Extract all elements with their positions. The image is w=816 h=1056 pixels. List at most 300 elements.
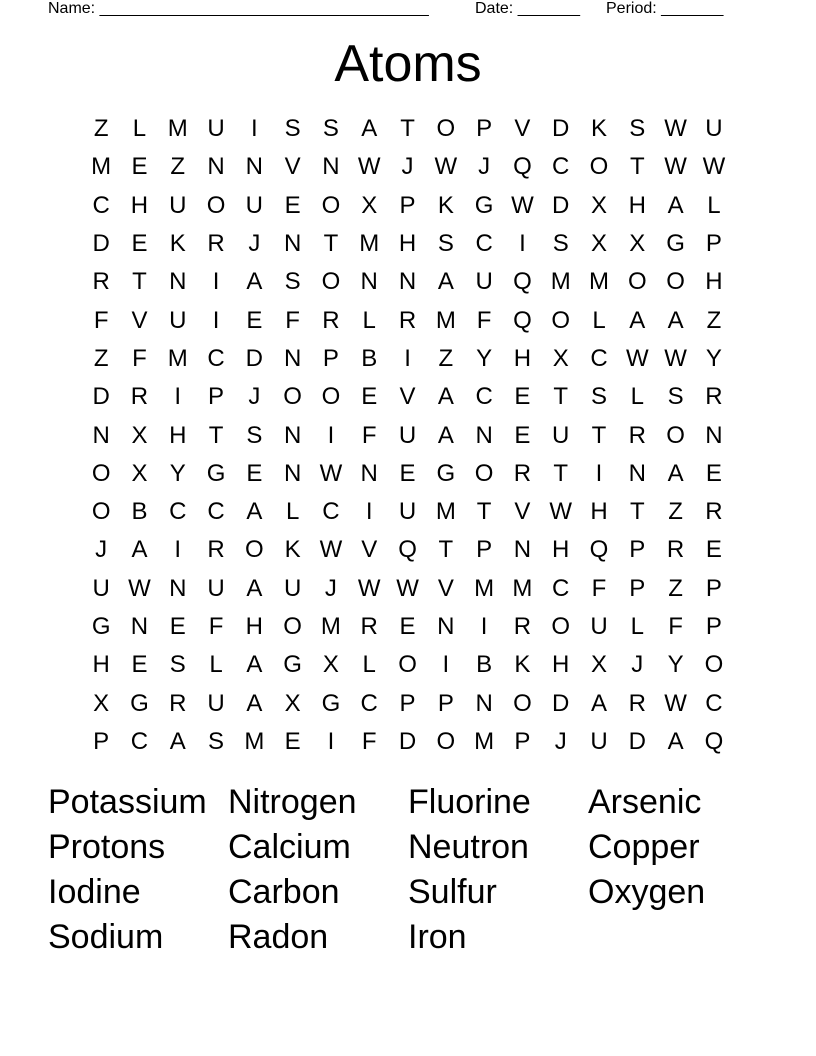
grid-letter: T bbox=[553, 383, 569, 411]
grid-letter: R bbox=[666, 536, 685, 564]
grid-letter: L bbox=[285, 498, 300, 526]
grid-letter: A bbox=[437, 383, 454, 411]
grid-letter: L bbox=[362, 306, 376, 334]
grid-letter: A bbox=[169, 727, 186, 755]
grid-letter: Z bbox=[438, 344, 454, 372]
grid-letter: Z bbox=[93, 344, 109, 372]
grid-letter: P bbox=[629, 536, 646, 564]
grid-letter: N bbox=[475, 689, 493, 717]
grid-letter: O bbox=[398, 651, 417, 679]
grid-letter: A bbox=[591, 689, 608, 717]
grid-letter: F bbox=[361, 421, 377, 449]
grid-letter: C bbox=[322, 498, 340, 526]
grid-letter: L bbox=[707, 191, 721, 219]
grid-letter: F bbox=[361, 727, 377, 755]
grid-letter: W bbox=[128, 574, 151, 602]
grid-letter: H bbox=[92, 651, 110, 679]
grid-letter: V bbox=[284, 153, 301, 181]
grid-letter: N bbox=[513, 536, 532, 564]
grid-letter: I bbox=[442, 651, 450, 679]
grid-letter: X bbox=[552, 344, 569, 372]
grid-letter: U bbox=[283, 574, 302, 602]
grid-letter: H bbox=[628, 191, 646, 219]
grid-letter: V bbox=[399, 383, 416, 411]
grid-letter: R bbox=[513, 613, 532, 640]
grid-letter: W bbox=[664, 115, 687, 143]
grid-letter: L bbox=[209, 651, 223, 679]
grid-letter: C bbox=[92, 191, 110, 219]
grid-letter: W bbox=[357, 153, 381, 181]
grid-letter: F bbox=[476, 306, 492, 334]
grid-letter: W bbox=[625, 344, 649, 372]
grid-letter: P bbox=[399, 191, 416, 219]
grid-letter: N bbox=[475, 421, 493, 449]
grid-letter: J bbox=[478, 153, 491, 181]
grid-letter: N bbox=[283, 344, 302, 372]
grid-letter: N bbox=[628, 459, 646, 487]
grid-letter: C bbox=[475, 383, 493, 411]
grid-letter: J bbox=[554, 727, 567, 755]
grid-letter: A bbox=[246, 574, 263, 602]
grid-letter: H bbox=[245, 613, 263, 640]
grid-letter: O bbox=[474, 459, 494, 487]
grid-letter: S bbox=[284, 268, 301, 296]
grid-letter: P bbox=[476, 115, 493, 143]
grid-letter: P bbox=[705, 230, 722, 258]
grid-letter: O bbox=[321, 268, 341, 296]
grid-letter: T bbox=[208, 421, 224, 449]
grid-letter: S bbox=[591, 383, 608, 411]
grid-letter: R bbox=[130, 383, 149, 411]
grid-letter: L bbox=[630, 383, 644, 411]
grid-letter: O bbox=[91, 498, 111, 526]
grid-letter: W bbox=[434, 153, 458, 181]
grid-letter: Y bbox=[667, 651, 684, 679]
grid-letter: I bbox=[212, 268, 220, 296]
word-bank-item: Nitrogen bbox=[228, 783, 357, 821]
grid-letter: W bbox=[664, 153, 687, 181]
grid-letter: S bbox=[552, 230, 569, 258]
grid-letter: E bbox=[246, 306, 263, 334]
grid-letter: G bbox=[91, 613, 111, 640]
grid-letter: D bbox=[92, 230, 110, 258]
grid-letter: A bbox=[361, 115, 378, 143]
grid-letter: H bbox=[552, 651, 570, 679]
grid-letter: V bbox=[514, 115, 531, 143]
grid-letter: R bbox=[628, 421, 646, 449]
grid-letter: O bbox=[704, 651, 724, 679]
grid-letter: A bbox=[667, 306, 684, 334]
grid-letter: L bbox=[362, 651, 376, 679]
grid-letter: J bbox=[631, 651, 644, 679]
grid-letter: N bbox=[360, 459, 378, 487]
grid-letter: N bbox=[322, 153, 340, 181]
grid-letter: K bbox=[437, 191, 454, 219]
word-bank-item: Iron bbox=[408, 918, 467, 956]
grid-letter: U bbox=[169, 306, 187, 334]
word-bank-item: Protons bbox=[48, 828, 166, 866]
grid-letter: O bbox=[206, 191, 226, 219]
grid-letter: I bbox=[174, 383, 182, 411]
grid-letter: G bbox=[666, 230, 685, 258]
grid-letter: H bbox=[552, 536, 570, 564]
grid-letter: E bbox=[131, 153, 148, 181]
grid-letter: T bbox=[553, 459, 569, 487]
grid-letter: I bbox=[212, 306, 220, 334]
grid-letter: A bbox=[667, 459, 684, 487]
grid-letter: V bbox=[131, 306, 148, 334]
grid-letter: A bbox=[246, 651, 263, 679]
grid-letter: Z bbox=[706, 306, 722, 334]
grid-letter: U bbox=[590, 613, 608, 640]
grid-letter: C bbox=[207, 498, 225, 526]
grid-letter: I bbox=[519, 230, 526, 258]
grid-letter: X bbox=[629, 230, 646, 258]
grid-letter: C bbox=[130, 727, 149, 755]
word-bank-item: Calcium bbox=[228, 828, 351, 866]
grid-letter: N bbox=[437, 613, 455, 640]
grid-letter: D bbox=[398, 727, 417, 755]
grid-letter: I bbox=[327, 727, 335, 755]
grid-letter: N bbox=[130, 613, 149, 640]
grid-letter: M bbox=[91, 153, 112, 181]
grid-letter: P bbox=[629, 574, 646, 602]
grid-letter: V bbox=[514, 498, 531, 526]
grid-letter: A bbox=[437, 268, 454, 296]
grid-letter: U bbox=[207, 574, 225, 602]
grid-letter: V bbox=[437, 574, 454, 602]
grid-letter: H bbox=[398, 230, 417, 258]
grid-letter: M bbox=[512, 574, 533, 602]
grid-letter: I bbox=[404, 344, 411, 372]
letter-grid bbox=[82, 110, 733, 761]
grid-letter: A bbox=[667, 727, 684, 755]
grid-letter: X bbox=[361, 191, 378, 219]
grid-letter: F bbox=[208, 613, 224, 640]
grid-letter: P bbox=[705, 613, 722, 640]
grid-letter: D bbox=[552, 689, 570, 717]
grid-letter: Q bbox=[513, 268, 532, 296]
grid-letter: Z bbox=[170, 153, 186, 181]
grid-letter: U bbox=[705, 115, 723, 143]
grid-letter: D bbox=[92, 383, 110, 411]
grid-letter: O bbox=[436, 115, 456, 143]
word-bank-item: Potassium bbox=[48, 783, 207, 821]
word-bank-item: Radon bbox=[228, 918, 329, 956]
grid-letter: Z bbox=[93, 115, 109, 143]
grid-letter: Y bbox=[169, 459, 186, 487]
grid-letter: A bbox=[667, 191, 684, 219]
grid-letter: I bbox=[595, 459, 603, 487]
grid-letter: U bbox=[169, 191, 187, 219]
grid-letter: U bbox=[398, 498, 417, 526]
grid-letter: E bbox=[361, 383, 378, 411]
grid-letter: M bbox=[550, 268, 571, 296]
grid-letter: O bbox=[513, 689, 532, 717]
grid-letter: T bbox=[400, 115, 415, 143]
grid-letter: M bbox=[474, 727, 495, 755]
date-field-label: Date: _______ bbox=[475, 0, 580, 17]
grid-letter: P bbox=[705, 574, 722, 602]
grid-letter: N bbox=[283, 421, 302, 449]
grid-letter: N bbox=[245, 153, 263, 181]
grid-letter: C bbox=[552, 153, 570, 181]
grid-letter: W bbox=[549, 498, 573, 526]
grid-letter: S bbox=[437, 230, 454, 258]
grid-letter: M bbox=[244, 727, 265, 755]
grid-letter: O bbox=[627, 268, 647, 296]
grid-letter: M bbox=[589, 268, 609, 296]
grid-letter: U bbox=[552, 421, 570, 449]
grid-letter: E bbox=[705, 536, 722, 564]
grid-letter: J bbox=[248, 230, 261, 258]
word-bank-item: Iodine bbox=[48, 873, 141, 911]
grid-letter: N bbox=[92, 421, 110, 449]
grid-letter: Y bbox=[476, 344, 493, 372]
grid-letter: C bbox=[590, 344, 608, 372]
grid-letter: E bbox=[399, 613, 416, 640]
grid-letter: H bbox=[130, 191, 149, 219]
grid-letter: P bbox=[399, 689, 416, 717]
grid-letter: R bbox=[705, 498, 723, 526]
grid-letter: K bbox=[284, 536, 301, 564]
grid-letter: U bbox=[207, 689, 225, 717]
grid-letter: N bbox=[283, 459, 302, 487]
grid-letter: R bbox=[207, 536, 225, 564]
grid-letter: R bbox=[169, 689, 187, 717]
grid-letter: P bbox=[437, 689, 454, 717]
grid-letter: K bbox=[514, 651, 531, 679]
grid-letter: T bbox=[629, 153, 645, 181]
grid-letter: N bbox=[169, 268, 187, 296]
grid-letter: W bbox=[319, 459, 343, 487]
grid-letter: C bbox=[552, 574, 570, 602]
grid-letter: W bbox=[511, 191, 534, 219]
word-bank-item: Arsenic bbox=[588, 783, 702, 821]
grid-letter: O bbox=[551, 306, 571, 334]
grid-letter: O bbox=[321, 191, 341, 219]
grid-letter: C bbox=[705, 689, 723, 717]
grid-letter: Y bbox=[705, 344, 722, 372]
grid-letter: I bbox=[251, 115, 258, 143]
grid-letter: D bbox=[552, 115, 570, 143]
word-bank-item: Neutron bbox=[408, 828, 529, 866]
grid-letter: W bbox=[664, 344, 687, 372]
grid-letter: N bbox=[207, 153, 225, 181]
grid-letter: Q bbox=[513, 306, 532, 334]
grid-letter: D bbox=[628, 727, 646, 755]
grid-letter: B bbox=[131, 498, 148, 526]
grid-letter: M bbox=[435, 498, 456, 526]
grid-letter: P bbox=[476, 536, 493, 564]
grid-letter: P bbox=[93, 727, 110, 755]
grid-letter: N bbox=[398, 268, 417, 296]
grid-letter: Z bbox=[668, 574, 683, 602]
grid-letter: X bbox=[131, 459, 148, 487]
grid-letter: F bbox=[93, 306, 109, 334]
grid-letter: X bbox=[591, 191, 608, 219]
grid-letter: S bbox=[169, 651, 186, 679]
grid-letter: K bbox=[169, 230, 186, 258]
grid-letter: M bbox=[167, 115, 188, 143]
grid-letter: F bbox=[668, 613, 683, 640]
grid-letter: X bbox=[284, 689, 301, 717]
grid-letter: F bbox=[132, 344, 147, 372]
grid-letter: E bbox=[246, 459, 263, 487]
grid-letter: J bbox=[248, 383, 261, 411]
grid-letter: G bbox=[206, 459, 226, 487]
grid-letter: T bbox=[132, 268, 147, 296]
grid-letter: L bbox=[132, 115, 147, 143]
grid-letter: S bbox=[667, 383, 684, 411]
word-bank bbox=[48, 780, 768, 960]
grid-letter: Q bbox=[513, 153, 532, 181]
grid-letter: J bbox=[401, 153, 414, 181]
grid-letter: I bbox=[365, 498, 373, 526]
grid-letter: X bbox=[131, 421, 148, 449]
grid-letter: G bbox=[474, 191, 494, 219]
grid-letter: S bbox=[208, 727, 225, 755]
grid-letter: T bbox=[476, 498, 492, 526]
word-bank-item: Carbon bbox=[228, 873, 340, 911]
grid-letter: E bbox=[169, 613, 186, 640]
grid-letter: W bbox=[357, 574, 381, 602]
grid-letter: U bbox=[590, 727, 608, 755]
grid-letter: O bbox=[551, 613, 571, 640]
grid-letter: R bbox=[207, 230, 225, 258]
grid-letter: W bbox=[319, 536, 343, 564]
grid-letter: I bbox=[480, 613, 488, 640]
grid-letter: V bbox=[361, 536, 378, 564]
grid-letter: W bbox=[664, 689, 687, 717]
grid-letter: A bbox=[629, 306, 646, 334]
grid-letter: N bbox=[360, 268, 378, 296]
grid-letter: A bbox=[437, 421, 454, 449]
grid-letter: D bbox=[552, 191, 570, 219]
grid-letter: O bbox=[91, 459, 111, 487]
grid-letter: P bbox=[208, 383, 225, 411]
grid-letter: H bbox=[513, 344, 532, 372]
grid-letter: M bbox=[474, 574, 495, 602]
grid-letter: O bbox=[283, 383, 302, 411]
grid-letter: O bbox=[321, 383, 341, 411]
grid-letter: M bbox=[435, 306, 456, 334]
grid-letter: P bbox=[322, 344, 339, 372]
grid-letter: Q bbox=[589, 536, 609, 564]
grid-letter: Z bbox=[668, 498, 683, 526]
grid-letter: Q bbox=[398, 536, 417, 564]
grid-letter: O bbox=[436, 727, 456, 755]
grid-letter: U bbox=[475, 268, 493, 296]
grid-letter: H bbox=[169, 421, 187, 449]
grid-letter: K bbox=[591, 115, 608, 143]
grid-letter: R bbox=[360, 613, 378, 640]
grid-letter: S bbox=[246, 421, 263, 449]
word-bank-item: Sodium bbox=[48, 918, 164, 956]
grid-letter: D bbox=[245, 344, 263, 372]
grid-letter: E bbox=[131, 651, 148, 679]
page-title: Atoms bbox=[334, 35, 482, 93]
grid-letter: G bbox=[130, 689, 149, 717]
word-bank-item: Oxygen bbox=[588, 873, 706, 911]
grid-letter: A bbox=[246, 498, 263, 526]
grid-letter: O bbox=[245, 536, 264, 564]
grid-letter: C bbox=[169, 498, 187, 526]
grid-letter: F bbox=[591, 574, 607, 602]
grid-letter: U bbox=[398, 421, 417, 449]
grid-letter: R bbox=[705, 383, 723, 411]
grid-letter: J bbox=[95, 536, 108, 564]
word-bank-item: Fluorine bbox=[408, 783, 531, 821]
name-field-label: Name: _____________________________________ bbox=[48, 0, 429, 17]
grid-letter: G bbox=[321, 689, 341, 717]
grid-letter: T bbox=[323, 230, 339, 258]
grid-letter: S bbox=[284, 115, 301, 143]
grid-letter: N bbox=[169, 574, 187, 602]
grid-letter: O bbox=[666, 421, 685, 449]
grid-letter: F bbox=[285, 306, 300, 334]
grid-letter: A bbox=[131, 536, 148, 564]
grid-letter: N bbox=[283, 230, 302, 258]
grid-letter: M bbox=[320, 613, 341, 640]
grid-letter: O bbox=[589, 153, 609, 181]
grid-letter: I bbox=[327, 421, 335, 449]
grid-letter: U bbox=[207, 115, 225, 143]
grid-letter: G bbox=[436, 459, 456, 487]
grid-letter: E bbox=[284, 727, 301, 755]
grid-letter: O bbox=[666, 268, 685, 296]
grid-letter: S bbox=[629, 115, 646, 143]
grid-letter: C bbox=[207, 344, 225, 372]
grid-letter: U bbox=[245, 191, 263, 219]
grid-letter: L bbox=[592, 306, 606, 334]
grid-letter: I bbox=[174, 536, 182, 564]
grid-letter: M bbox=[359, 230, 380, 258]
grid-letter: R bbox=[92, 268, 110, 296]
grid-letter: A bbox=[246, 689, 263, 717]
grid-letter: E bbox=[399, 459, 416, 487]
grid-letter: Q bbox=[704, 727, 724, 755]
grid-letter: W bbox=[702, 153, 726, 181]
word-bank-item: Sulfur bbox=[408, 873, 497, 911]
grid-letter: T bbox=[629, 498, 645, 526]
grid-letter: R bbox=[398, 306, 417, 334]
grid-letter: B bbox=[476, 651, 493, 679]
grid-letter: P bbox=[514, 727, 531, 755]
grid-letter: S bbox=[322, 115, 339, 143]
grid-letter: M bbox=[167, 344, 188, 372]
grid-letter: E bbox=[514, 383, 531, 411]
grid-letter: W bbox=[396, 574, 419, 602]
grid-letter: E bbox=[514, 421, 531, 449]
grid-letter: C bbox=[475, 230, 493, 258]
grid-letter: L bbox=[630, 613, 644, 640]
grid-letter: H bbox=[590, 498, 608, 526]
grid-letter: N bbox=[705, 421, 723, 449]
grid-letter: T bbox=[591, 421, 607, 449]
grid-letter: C bbox=[360, 689, 378, 717]
grid-letter: B bbox=[361, 344, 378, 372]
grid-letter: E bbox=[131, 230, 148, 258]
grid-letter: E bbox=[284, 191, 301, 219]
grid-letter: J bbox=[324, 574, 337, 602]
grid-letter: U bbox=[92, 574, 110, 602]
word-bank-item: Copper bbox=[588, 828, 700, 866]
grid-letter: X bbox=[591, 651, 608, 679]
grid-letter: O bbox=[283, 613, 302, 640]
grid-letter: X bbox=[322, 651, 339, 679]
grid-letter: A bbox=[246, 268, 263, 296]
